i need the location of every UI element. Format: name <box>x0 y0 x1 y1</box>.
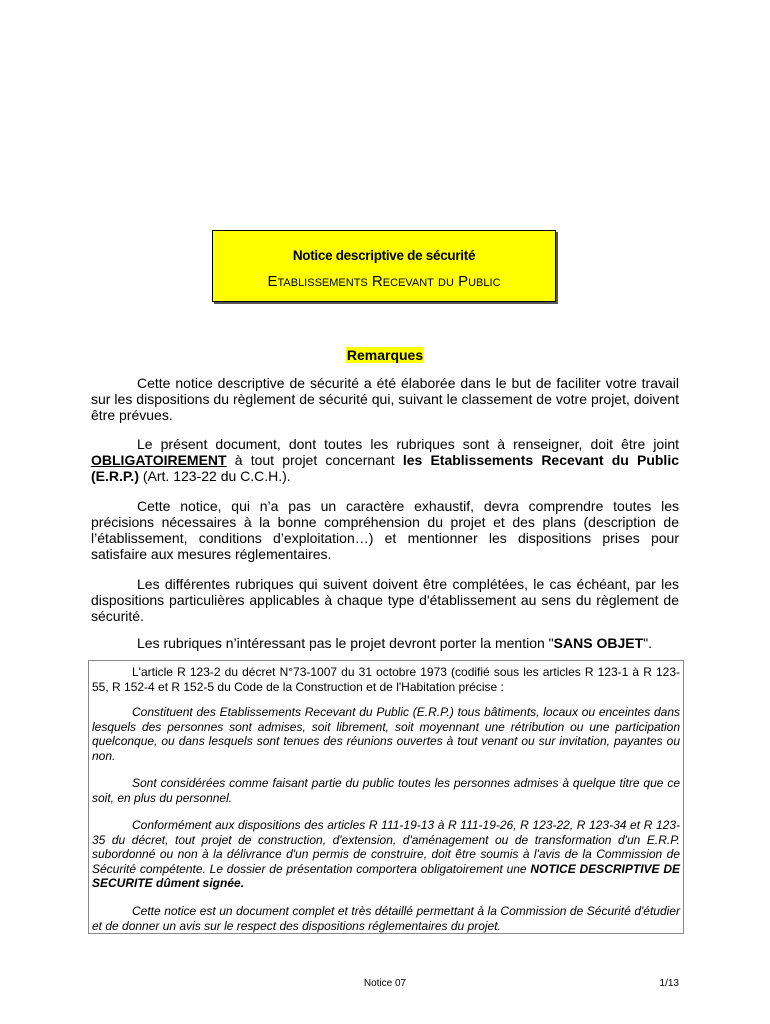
footer-label: Notice 07 <box>363 978 407 989</box>
p5-text-c: ". <box>643 635 652 651</box>
p2-text-a: Le présent document, dont toutes les rubriques sont à renseigner, doit être joint <box>137 436 679 452</box>
remarques-paragraph-2 <box>91 436 679 484</box>
box-paragraph-3: Sont considérées comme faisant partie du public toutes les personnes admises à quelque titre que ce soit, en plus du personnel. <box>92 776 680 805</box>
remarques-paragraph-5 <box>91 635 679 651</box>
notice-emphasis: NOTICE DESCRIPTIVE DE SECURITE dûment signée. <box>92 861 680 890</box>
p5-text-a: Les rubriques n’intéressant pas le projet devront porter la mention " <box>137 635 554 651</box>
box-p4-text: Conformément aux dispositions des articles R 111-19-13 à R 111-19-26, R 123-22, R 123-34 et R 123-35 du décret, tout projet de construction, d'extension, d'aménagement ou de transformation d'un E.R.P. subordonné ou non à la délivrance d'un permis de construire, doit être soumis à l'avis de la Commission de Sécurité compétente. Le dossier de présentation comportera obligatoirement une <box>92 818 680 876</box>
remarques-heading <box>0 347 770 363</box>
document-subtitle: Etablissements Recevant du Public <box>267 273 501 290</box>
page-number: 1/13 <box>659 978 679 989</box>
box-paragraph-1: L'article R 123-2 du décret N°73-1007 du 31 octobre 1973 (codifié sous les articles R 123-1 à R 123-55, R 152-4 et R 152-5 du Code de la Construction et de l'Habitation précise : <box>92 665 680 694</box>
remarques-paragraph-3: Cette notice, qui n’a pas un caractère exhaustif, devra comprendre toutes les précisions nécessaires à la bonne compréhension du projet et des plans (description de l’établissement, conditions d’exploitation…) et mentionner les dispositions prises pour satisfaire aux mesures réglementaires. <box>91 498 679 562</box>
sans-objet-emphasis: SANS OBJET <box>553 635 644 651</box>
p2-text-c: à tout projet concernant <box>226 452 403 468</box>
box-paragraph-2: Constituent des Etablissements Recevant du Public (E.R.P.) tous bâtiments, locaux ou enceintes dans lesquels des personnes sont admises, soit librement, soit moyennant une rétribution ou une participation quelconque, ou dans lesquels sont tenues des réunions ouvertes à tout venant ou sur invitation, payantes ou non. <box>92 705 680 763</box>
remarques-paragraph-1: Cette notice descriptive de sécurité a été élaborée dans le but de faciliter votre travail sur les dispositions du règlement de sécurité qui, suivant le classement de votre projet, doivent être prévues. <box>91 375 679 423</box>
box-paragraph-4 <box>92 818 680 891</box>
title-box <box>212 230 556 302</box>
erp-emphasis: les Etablissements Recevant du Public (E.R.P.) <box>91 452 680 484</box>
remarques-paragraph-4: Les différentes rubriques qui suivent doivent être complétées, le cas échéant, par les dispositions particulières applicables à chaque type d'établissement au sens du règlement de sécurité. <box>91 576 679 624</box>
legal-info-box <box>88 660 684 934</box>
remarques-heading-text: Remarques <box>346 347 424 363</box>
obligatoirement-emphasis: OBLIGATOIREMENT <box>91 452 227 468</box>
document-title: Notice descriptive de sécurité <box>292 248 476 263</box>
p2-text-e: (Art. 123-22 du C.C.H.). <box>138 468 291 484</box>
box-paragraph-5: Cette notice est un document complet et très détaillé permettant à la Commission de Sécurité d'étudier et de donner un avis sur le respect des dispositions réglementaires du projet. <box>92 904 680 933</box>
